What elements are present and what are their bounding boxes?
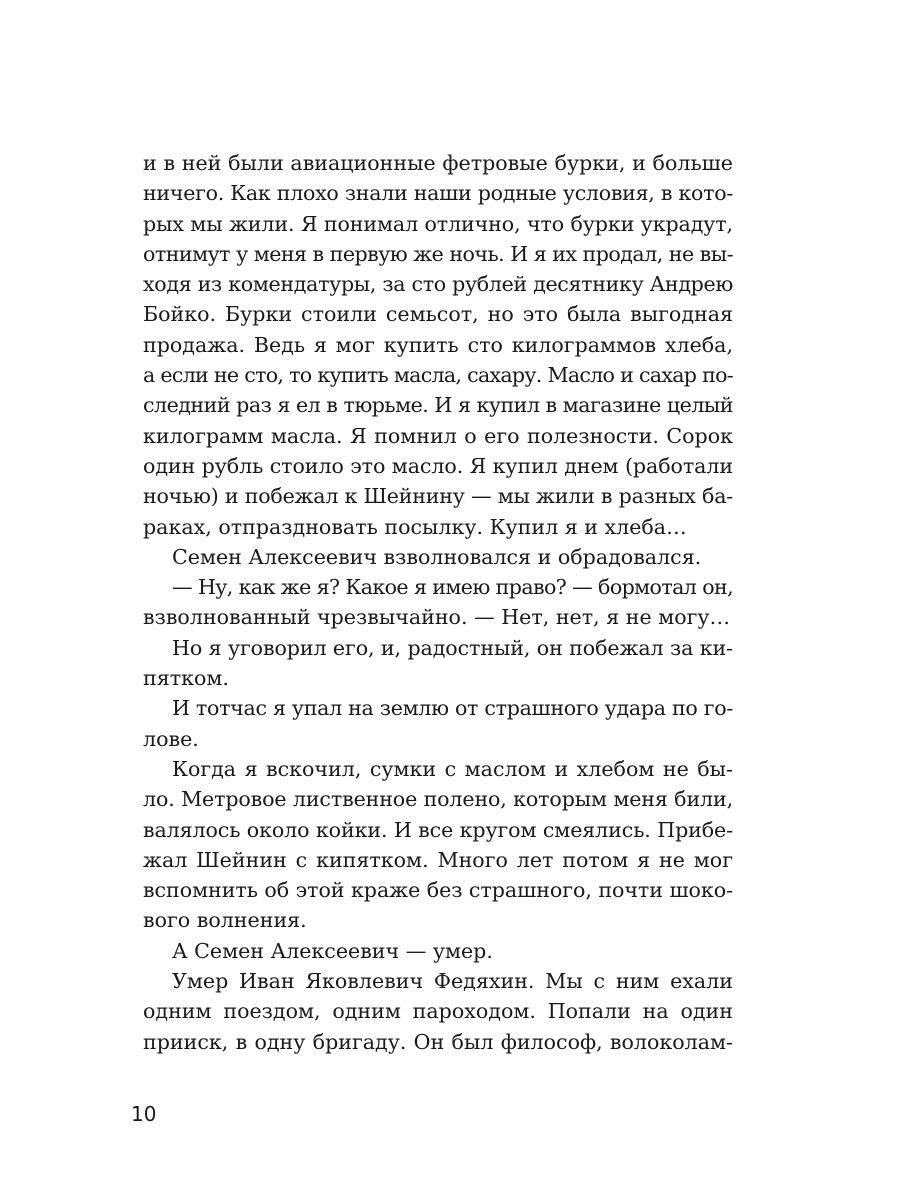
text-line: килограмм масла. Я помнил о его полезности. Сорок [143, 423, 733, 448]
text-line: вого волнения. [143, 908, 307, 933]
page-number: 10 [131, 1102, 157, 1126]
text-line: вспомнить об этой краже без страшного, почти шоко- [143, 878, 733, 903]
text-line: один рубль стоило это масло. Я купил днем (работали [143, 453, 733, 478]
text-line: взволнованный чрезвычайно. — Нет, нет, я не могу… [143, 605, 731, 630]
text-line: отнимут у меня в первую же ночь. И я их продал, не вы- [143, 241, 733, 266]
text-line: и в ней были авиационные фетровые бурки, и больше [143, 151, 733, 175]
text-line: прииск, в одну бригаду. Он был философ, волоколам- [143, 1029, 733, 1054]
text-line: а если не сто, то купить масла, сахару. Масло и сахар по- [143, 363, 733, 388]
text-line: валялось около койки. И все кругом смеялись. Прибе- [143, 817, 733, 842]
text-line: пятком. [143, 666, 229, 691]
text-line: ходя из комендатуры, за сто рублей десятнику Андрею [143, 272, 733, 297]
text-line: жал Шейнин с кипятком. Много лет потом я не мог [143, 847, 733, 872]
text-line: ничего. Как плохо знали наши родные условия, в кото- [143, 181, 733, 206]
text-line: Но я уговорил его, и, радостный, он побежал за ки- [172, 635, 733, 660]
text-line: Семен Алексеевич взволновался и обрадовался. [172, 544, 702, 569]
text-line: ночью) и побежал к Шейнину — мы жили в разных ба- [143, 484, 733, 509]
text-line: раках, отпраздновать посылку. Купил я и хлеба… [143, 514, 687, 539]
text-line: — Ну, как же я? Какое я имею право? — бормотал он, [172, 575, 733, 600]
page-body-text [143, 148, 733, 1057]
text-line: следний раз я ел в тюрьме. И я купил в магазине целый [143, 393, 733, 418]
text-line: лове. [143, 726, 199, 751]
text-line: ло. Метровое лиственное полено, которым меня били, [143, 787, 733, 812]
text-line: Когда я вскочил, сумки с маслом и хлебом не бы- [172, 756, 733, 781]
text-line: продажа. Ведь я мог купить сто килограммов хлеба, [143, 332, 733, 357]
text-line: А Семен Алексеевич — умер. [172, 938, 493, 963]
text-line: рых мы жили. Я понимал отлично, что бурки украдут, [143, 211, 733, 236]
text-line: одним поездом, одним пароходом. Попали на один [143, 999, 733, 1024]
text-line: Бойко. Бурки стоили семьсот, но это была выгодная [143, 302, 733, 327]
text-line: Умер Иван Яковлевич Федяхин. Мы с ним ехали [172, 969, 733, 994]
text-line: И тотчас я упал на землю от страшного удара по го- [172, 696, 733, 721]
